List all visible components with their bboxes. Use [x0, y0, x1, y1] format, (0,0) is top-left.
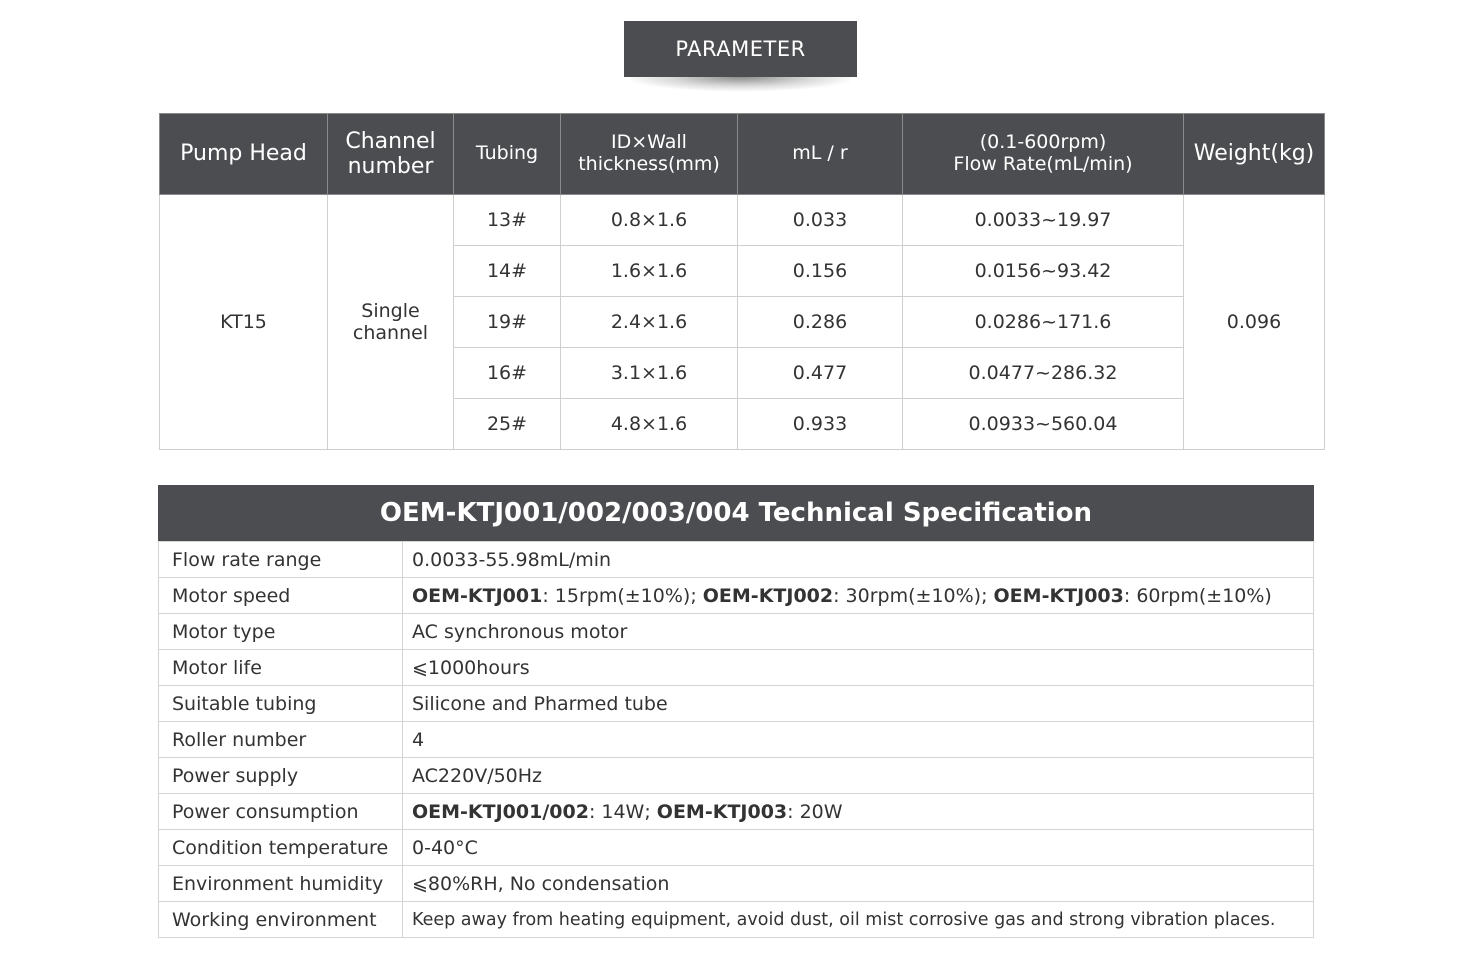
weight-cell: 0.096: [1184, 195, 1325, 450]
model-power: : 14W;: [588, 800, 657, 823]
spec-key: Motor life: [159, 650, 403, 686]
flow-rate-cell: 0.0933~560.04: [903, 399, 1184, 450]
ml-per-rev-cell: 0.933: [738, 399, 903, 450]
spec-row: [159, 614, 1314, 650]
spec-value: ⩽80%RH, No condensation: [403, 866, 1314, 902]
model-name: OEM-KTJ003: [656, 800, 788, 823]
model-name: OEM-KTJ003: [993, 584, 1124, 607]
tubing-cell: 19#: [454, 297, 561, 348]
spec-row: [159, 794, 1314, 830]
header-channel-number: [328, 114, 454, 195]
spec-value: [403, 578, 1314, 614]
spec-value: 0.0033-55.98mL/min: [403, 542, 1314, 578]
id-wall-cell: 3.1×1.6: [561, 348, 738, 399]
model-name: OEM-KTJ001/002: [412, 800, 589, 823]
spec-title: OEM-KTJ001/002/003/004 Technical Specification: [158, 485, 1314, 541]
spec-row: [159, 722, 1314, 758]
header-channel-line2: number: [347, 154, 434, 179]
id-wall-cell: 0.8×1.6: [561, 195, 738, 246]
table-row: [160, 195, 1325, 246]
header-pump-head: Pump Head: [160, 114, 328, 195]
spec-value: Keep away from heating equipment, avoid dust, oil mist corrosive gas and strong vibration places.: [403, 902, 1314, 938]
parameter-banner-title: PARAMETER: [624, 21, 857, 77]
spec-row: [159, 650, 1314, 686]
pump-head-cell: KT15: [160, 195, 328, 450]
spec-row: [159, 686, 1314, 722]
channel-line1: Single: [361, 300, 420, 322]
spec-table: [158, 541, 1314, 938]
header-id-wall: [561, 114, 738, 195]
header-flow-line1: (0.1-600rpm): [979, 131, 1107, 154]
channel-line2: channel: [352, 322, 429, 344]
tubing-cell: 16#: [454, 348, 561, 399]
id-wall-cell: 2.4×1.6: [561, 297, 738, 348]
tubing-cell: 25#: [454, 399, 561, 450]
header-channel-line1: Channel: [345, 128, 436, 154]
header-id-line1: ID×Wall: [611, 131, 687, 154]
model-name: OEM-KTJ001: [412, 584, 543, 607]
spec-value: 0-40°C: [403, 830, 1314, 866]
model-speed: : 30rpm(±10%);: [833, 584, 994, 607]
spec-value: ⩽1000hours: [403, 650, 1314, 686]
header-ml-per-rev: mL / r: [738, 114, 903, 195]
channel-cell: [328, 195, 454, 450]
flow-rate-cell: 0.0156~93.42: [903, 246, 1184, 297]
model-name: OEM-KTJ002: [702, 584, 834, 607]
spec-key: Motor type: [159, 614, 403, 650]
spec-key: Roller number: [159, 722, 403, 758]
spec-key: Power consumption: [159, 794, 403, 830]
spec-value: AC synchronous motor: [403, 614, 1314, 650]
flow-rate-cell: 0.0033~19.97: [903, 195, 1184, 246]
parameter-header-row: [160, 114, 1325, 195]
spec-key: Power supply: [159, 758, 403, 794]
tubing-cell: 14#: [454, 246, 561, 297]
parameter-banner: [624, 21, 857, 96]
spec-row: [159, 758, 1314, 794]
header-id-line2: thickness(mm): [578, 153, 720, 175]
model-speed: : 60rpm(±10%): [1123, 584, 1272, 607]
spec-row: [159, 542, 1314, 578]
parameter-table: [159, 113, 1325, 450]
spec-key: Flow rate range: [159, 542, 403, 578]
spec-key: Working environment: [159, 902, 403, 938]
banner-shadow: [630, 77, 851, 91]
ml-per-rev-cell: 0.156: [738, 246, 903, 297]
spec-value: Silicone and Pharmed tube: [403, 686, 1314, 722]
ml-per-rev-cell: 0.477: [738, 348, 903, 399]
id-wall-cell: 1.6×1.6: [561, 246, 738, 297]
ml-per-rev-cell: 0.286: [738, 297, 903, 348]
spec-row: [159, 830, 1314, 866]
model-speed: : 15rpm(±10%);: [542, 584, 703, 607]
spec-row: [159, 578, 1314, 614]
header-tubing: Tubing: [454, 114, 561, 195]
header-flow-line2: Flow Rate(mL/min): [953, 153, 1133, 175]
spec-key: Environment humidity: [159, 866, 403, 902]
flow-rate-cell: 0.0286~171.6: [903, 297, 1184, 348]
spec-key: Suitable tubing: [159, 686, 403, 722]
header-weight: Weight(kg): [1184, 114, 1325, 195]
spec-value: [403, 794, 1314, 830]
header-flow-rate: [903, 114, 1184, 195]
flow-rate-cell: 0.0477~286.32: [903, 348, 1184, 399]
spec-value: 4: [403, 722, 1314, 758]
spec-value: AC220V/50Hz: [403, 758, 1314, 794]
id-wall-cell: 4.8×1.6: [561, 399, 738, 450]
model-power: : 20W: [787, 800, 843, 823]
spec-row: [159, 902, 1314, 938]
ml-per-rev-cell: 0.033: [738, 195, 903, 246]
spec-key: Motor speed: [159, 578, 403, 614]
spec-key: Condition temperature: [159, 830, 403, 866]
spec-row: [159, 866, 1314, 902]
tubing-cell: 13#: [454, 195, 561, 246]
